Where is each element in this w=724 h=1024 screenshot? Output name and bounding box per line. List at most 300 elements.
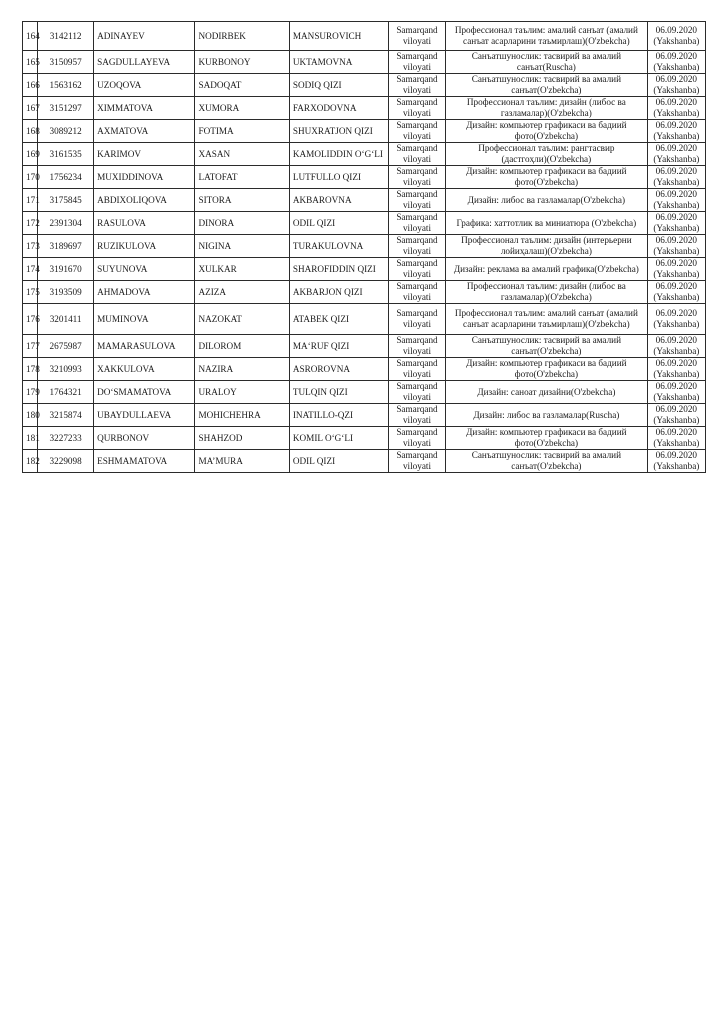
surname: MAMARASULOVA [97,340,176,351]
exam-date-line: (Yakshanba) [653,319,700,329]
exam-date-line: 06.09.2020 [655,166,697,176]
surname: RUZIKULOVA [97,240,157,251]
table-row [23,143,706,166]
specialty-cell [446,335,648,358]
row-number-cell [23,450,38,473]
exam-date-cell [647,258,705,281]
surname: MUMINOVA [97,313,149,324]
exam-date-cell [647,189,705,212]
specialty-cell [446,189,648,212]
region-cell [388,120,445,143]
specialty-line: фото(O'zbekcha) [514,131,579,141]
patronymic: KAMOLIDDIN O‘G‘LI [292,148,383,159]
region-line: Samarqand [396,143,438,153]
specialty-line: санъат(O'zbekcha) [511,461,582,471]
applicant-id: 3193509 [49,286,82,297]
region-cell [388,281,445,304]
patronymic: MA‘RUF QIZI [292,340,350,351]
region-line: Samarqand [396,258,438,268]
region-cell [388,235,445,258]
specialty-cell [446,450,648,473]
row-number-cell [23,381,38,404]
first-name: KURBONOY [198,56,251,67]
table-row [23,258,706,281]
patronymic: AKBARJON QIZI [292,286,363,297]
specialty-line: санъат(Ruscha) [516,62,576,72]
patronymic-cell [289,427,388,450]
first-name: URALOY [198,386,237,397]
surname-cell [94,189,195,212]
table-row [23,450,706,473]
exam-date-line: 06.09.2020 [655,335,697,345]
region-cell [388,212,445,235]
applicant-id: 1756234 [49,171,82,182]
region-line: Samarqand [396,25,438,35]
region-cell [388,189,445,212]
patronymic-cell [289,74,388,97]
region-line: viloyati [402,62,432,72]
patronymic-cell [289,212,388,235]
row-number: 177 [26,340,40,351]
surname: SUYUNOVA [97,263,148,274]
table-row [23,51,706,74]
patronymic-cell [289,120,388,143]
row-number: 167 [26,102,40,113]
first-name-cell [195,189,289,212]
region-line: viloyati [402,131,432,141]
patronymic-cell [289,304,388,335]
exam-date-line: (Yakshanba) [653,62,700,72]
surname-cell [94,335,195,358]
first-name-cell [195,335,289,358]
surname-cell [94,22,195,51]
patronymic: INATILLO-QZI [292,409,354,420]
region-line: viloyati [402,415,432,425]
first-name-cell [195,51,289,74]
row-number: 176 [26,313,40,324]
patronymic-cell [289,166,388,189]
patronymic-cell [289,404,388,427]
specialty-cell [446,212,648,235]
surname-cell [94,358,195,381]
specialty-line: Дизайн: либос ва газламалар(O'zbekcha) [467,194,626,205]
patronymic: TULQIN QIZI [292,386,348,397]
patronymic: ODIL QIZI [292,455,336,466]
table-row [23,212,706,235]
applicant-id-cell [38,258,94,281]
applicant-id: 2675987 [49,340,82,351]
applicant-id-cell [38,404,94,427]
region-cell [388,22,445,51]
row-number-cell [23,120,38,143]
region-line: Samarqand [396,189,438,199]
patronymic-cell [289,450,388,473]
first-name: FOTIMA [198,125,234,136]
applicant-id-cell [38,74,94,97]
region-line: viloyati [402,346,432,356]
region-line: viloyati [402,246,432,256]
table-row [23,335,706,358]
specialty-cell [446,235,648,258]
row-number-cell [23,22,38,51]
table-row [23,74,706,97]
applicant-id: 3161535 [49,148,82,159]
applicant-id: 1764321 [49,386,82,397]
patronymic-cell [289,281,388,304]
region-line: Samarqand [396,450,438,460]
applicant-id-cell [38,97,94,120]
applicant-id: 3191670 [49,263,82,274]
region-cell [388,335,445,358]
specialty-cell [446,304,648,335]
specialty-line: Санъатшунослик: тасвирий ва амалий [471,74,621,84]
exam-date-line: 06.09.2020 [655,143,697,153]
applicant-id-cell [38,51,94,74]
applicants-table [22,21,706,473]
exam-date-line: (Yakshanba) [653,154,700,164]
exam-date-line: 06.09.2020 [655,120,697,130]
row-number: 168 [26,125,40,136]
applicant-id-cell [38,143,94,166]
region-cell [388,166,445,189]
surname: XIMMATOVA [97,102,153,113]
first-name-cell [195,304,289,335]
row-number: 182 [26,455,40,466]
region-cell [388,258,445,281]
specialty-line: Дизайн: саноат дизайни(O'zbekcha) [477,386,616,397]
first-name: LATOFAT [198,171,238,182]
region-line: Samarqand [396,235,438,245]
exam-date-line: (Yakshanba) [653,36,700,46]
region-line: viloyati [402,36,432,46]
region-cell [388,450,445,473]
region-line: viloyati [402,292,432,302]
region-cell [388,143,445,166]
applicant-id-cell [38,427,94,450]
specialty-line: Графика: хаттотлик ва миниатюра (O'zbekcha) [456,217,637,228]
exam-date-cell [647,404,705,427]
row-number: 165 [26,56,40,67]
row-number: 164 [26,30,40,41]
first-name: XUMORA [198,102,240,113]
specialty-line: Санъатшунослик: тасвирий ва амалий [471,51,621,61]
specialty-line: Профессионал таълим: дизайн (либос ва [466,281,626,291]
row-number-cell [23,235,38,258]
region-line: viloyati [402,319,432,329]
exam-date-cell [647,304,705,335]
applicant-id: 2391304 [49,217,82,228]
specialty-line: Профессионал таълим: дизайн (интерьерни [461,235,632,245]
specialty-line: (дастгоҳли)(O'zbekcha) [501,154,592,164]
first-name: NIGINA [198,240,232,251]
specialty-cell [446,51,648,74]
table-row [23,120,706,143]
specialty-cell [446,97,648,120]
row-number-cell [23,74,38,97]
first-name: DINORA [198,217,235,228]
first-name: MA’MURA [198,455,243,466]
exam-date-line: (Yakshanba) [653,223,700,233]
specialty-line: лойиҳалаш)(O'zbekcha) [500,246,592,256]
first-name-cell [195,427,289,450]
surname-cell [94,51,195,74]
applicant-id: 3229098 [49,455,82,466]
row-number-cell [23,281,38,304]
exam-date-cell [647,358,705,381]
patronymic: SHAROFIDDIN QIZI [292,263,376,274]
applicant-id-cell [38,212,94,235]
specialty-line: санъат(O'zbekcha) [511,346,582,356]
exam-date-line: 06.09.2020 [655,74,697,84]
exam-date-line: (Yakshanba) [653,177,700,187]
first-name: XASAN [198,148,231,159]
surname-cell [94,381,195,404]
first-name-cell [195,404,289,427]
applicant-id-cell [38,166,94,189]
surname: UZOQOVA [97,79,142,90]
first-name: DILOROM [198,340,242,351]
specialty-line: Дизайн: компьютер графикаси ва бадиий [466,358,627,368]
patronymic-cell [289,22,388,51]
surname: UBAYDULLAEVA [97,409,172,420]
region-line: Samarqand [396,308,438,318]
surname: QURBONOV [97,432,150,443]
region-line: viloyati [402,461,432,471]
row-number: 166 [26,79,40,90]
first-name-cell [195,258,289,281]
applicant-id: 3210993 [49,363,82,374]
row-number-cell [23,51,38,74]
surname: ESHMAMATOVA [97,455,168,466]
patronymic: TURAKULOVNA [292,240,364,251]
specialty-cell [446,381,648,404]
exam-date-line: (Yakshanba) [653,269,700,279]
exam-date-cell [647,450,705,473]
row-number-cell [23,258,38,281]
region-cell [388,358,445,381]
table-row [23,97,706,120]
applicant-id-cell [38,120,94,143]
applicant-id-cell [38,381,94,404]
surname-cell [94,74,195,97]
exam-date-line: 06.09.2020 [655,381,697,391]
patronymic: LUTFULLO QIZI [292,171,362,182]
surname-cell [94,450,195,473]
region-line: Samarqand [396,97,438,107]
region-line: Samarqand [396,358,438,368]
exam-date-line: (Yakshanba) [653,392,700,402]
specialty-cell [446,404,648,427]
applicant-id-cell [38,22,94,51]
first-name-cell [195,143,289,166]
applicant-id: 3151297 [49,102,82,113]
surname-cell [94,404,195,427]
exam-date-line: 06.09.2020 [655,404,697,414]
region-line: Samarqand [396,51,438,61]
specialty-line: Профессионал таълим: амалий санъат (амалий [454,25,638,35]
specialty-cell [446,22,648,51]
exam-date-line: (Yakshanba) [653,108,700,118]
region-cell [388,304,445,335]
row-number: 179 [26,386,40,397]
region-cell [388,381,445,404]
table-row [23,427,706,450]
patronymic: ASROROVNA [292,363,351,374]
exam-date-line: 06.09.2020 [655,189,697,199]
surname-cell [94,258,195,281]
region-line: Samarqand [396,281,438,291]
patronymic-cell [289,51,388,74]
first-name-cell [195,281,289,304]
region-line: Samarqand [396,120,438,130]
patronymic-cell [289,358,388,381]
exam-date-line: 06.09.2020 [655,97,697,107]
applicant-id-cell [38,235,94,258]
patronymic: SODIQ QIZI [292,79,342,90]
applicant-id: 3201411 [49,313,82,324]
specialty-line: Профессионал таълим: рангтасвир [478,143,615,153]
exam-date-cell [647,166,705,189]
row-number: 180 [26,409,40,420]
first-name-cell [195,212,289,235]
specialty-line: Дизайн: компьютер графикаси ва бадиий [466,166,627,176]
specialty-line: Санъатшунослик: тасвирий ва амалий [471,450,621,460]
surname: SAGDULLAYEVA [97,56,171,67]
exam-date-line: (Yakshanba) [653,369,700,379]
table-row [23,381,706,404]
first-name: SITORA [198,194,232,205]
applicant-id-cell [38,189,94,212]
row-number-cell [23,166,38,189]
applicant-id-cell [38,304,94,335]
applicant-id: 3089212 [49,125,82,136]
table-row [23,166,706,189]
exam-date-line: 06.09.2020 [655,51,697,61]
first-name: NODIRBEK [198,30,246,41]
exam-date-cell [647,381,705,404]
table-row [23,281,706,304]
patronymic-cell [289,381,388,404]
surname-cell [94,166,195,189]
specialty-line: санъат(O'zbekcha) [511,85,582,95]
applicant-id: 1563162 [49,79,82,90]
surname-cell [94,304,195,335]
applicant-id: 3150957 [49,56,82,67]
exam-date-line: 06.09.2020 [655,281,697,291]
exam-date-line: (Yakshanba) [653,461,700,471]
surname-cell [94,281,195,304]
region-line: Samarqand [396,335,438,345]
first-name: SADOQAT [198,79,242,90]
table-row [23,22,706,51]
region-line: Samarqand [396,381,438,391]
exam-date-cell [647,120,705,143]
row-number-cell [23,335,38,358]
exam-date-cell [647,335,705,358]
surname: AXMATOVA [97,125,149,136]
exam-date-line: (Yakshanba) [653,415,700,425]
specialty-line: фото(O'zbekcha) [514,177,579,187]
region-line: viloyati [402,154,432,164]
exam-date-cell [647,22,705,51]
exam-date-cell [647,235,705,258]
surname: KARIMOV [97,148,141,159]
specialty-cell [446,143,648,166]
region-line: Samarqand [396,404,438,414]
region-cell [388,74,445,97]
row-number: 170 [26,171,40,182]
region-cell [388,404,445,427]
specialty-cell [446,74,648,97]
exam-date-line: 06.09.2020 [655,258,697,268]
exam-date-line: (Yakshanba) [653,292,700,302]
surname-cell [94,120,195,143]
exam-date-line: (Yakshanba) [653,200,700,210]
specialty-line: Дизайн: компьютер графикаси ва бадиий [466,427,627,437]
region-line: viloyati [402,200,432,210]
first-name-cell [195,450,289,473]
specialty-cell [446,427,648,450]
exam-date-line: 06.09.2020 [655,235,697,245]
region-line: viloyati [402,108,432,118]
first-name: MOHICHEHRA [198,409,261,420]
surname-cell [94,212,195,235]
surname: MUXIDDINOVA [97,171,164,182]
applicant-id: 3189697 [49,240,82,251]
exam-date-cell [647,281,705,304]
patronymic-cell [289,189,388,212]
first-name-cell [195,74,289,97]
specialty-line: газламалар)(O'zbekcha) [500,292,592,302]
specialty-line: Дизайн: либос ва газламалар(Ruscha) [473,409,620,420]
exam-date-line: (Yakshanba) [653,131,700,141]
table-row [23,235,706,258]
exam-date-line: 06.09.2020 [655,358,697,368]
specialty-cell [446,166,648,189]
region-line: viloyati [402,85,432,95]
specialty-cell [446,358,648,381]
surname-cell [94,427,195,450]
exam-date-cell [647,74,705,97]
exam-date-line: 06.09.2020 [655,212,697,222]
first-name-cell [195,381,289,404]
exam-date-line: 06.09.2020 [655,308,697,318]
region-cell [388,51,445,74]
row-number: 181 [26,432,40,443]
specialty-line: газламалар)(O'zbekcha) [500,108,592,118]
first-name: SHAHZOD [198,432,243,443]
patronymic: AKBAROVNA [292,194,352,205]
exam-date-cell [647,212,705,235]
exam-date-line: (Yakshanba) [653,438,700,448]
row-number: 171 [26,194,40,205]
first-name-cell [195,358,289,381]
region-line: viloyati [402,177,432,187]
specialty-cell [446,258,648,281]
row-number-cell [23,189,38,212]
exam-date-line: (Yakshanba) [653,85,700,95]
specialty-cell [446,120,648,143]
row-number: 174 [26,263,40,274]
table-row [23,358,706,381]
applicant-id: 3227233 [49,432,82,443]
exam-date-line: 06.09.2020 [655,427,697,437]
table-row [23,404,706,427]
region-line: viloyati [402,269,432,279]
region-line: viloyati [402,438,432,448]
specialty-line: Дизайн: реклама ва амалий графика(O'zbekcha) [453,263,639,274]
patronymic: KOMIL O‘G‘LI [292,432,354,443]
